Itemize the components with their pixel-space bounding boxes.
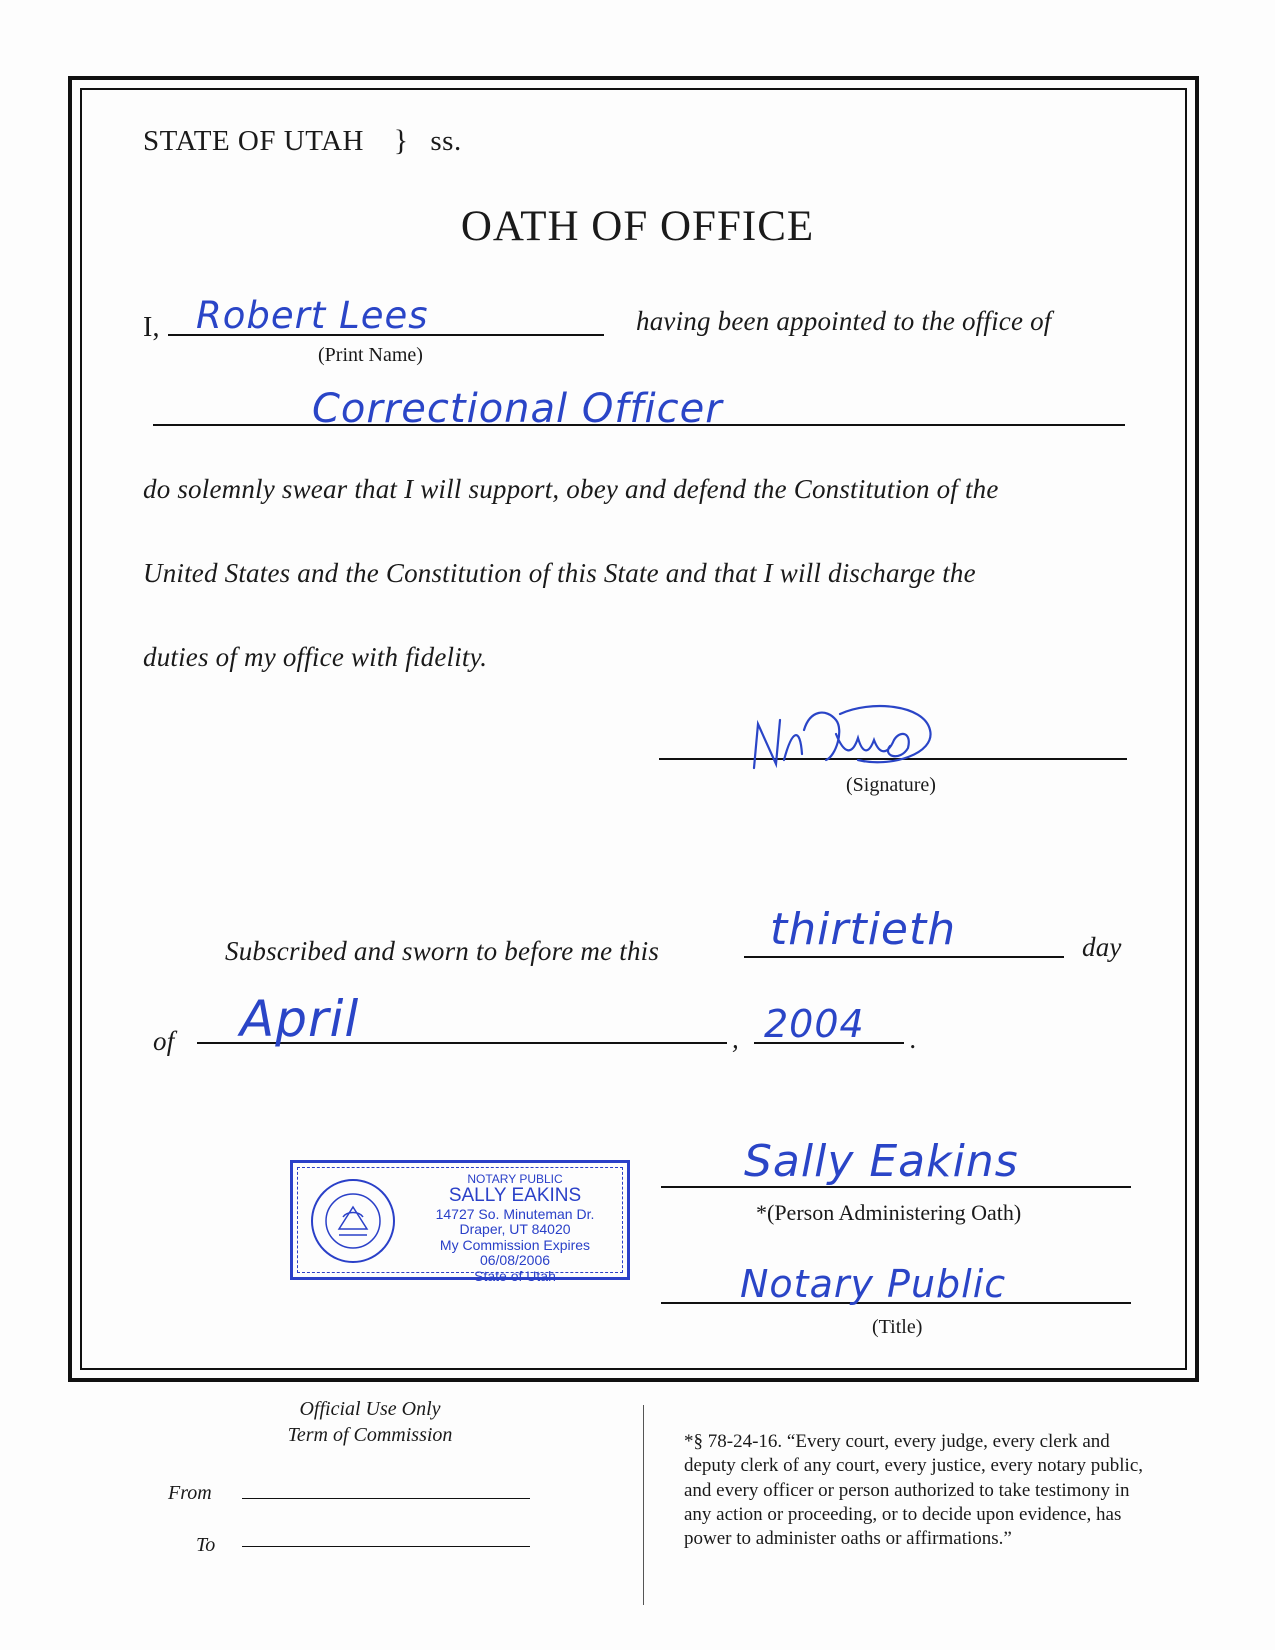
brace-symbol: }: [393, 124, 409, 157]
from-line: [242, 1498, 530, 1499]
sworn-text: Subscribed and sworn to before me this: [225, 936, 660, 966]
signature-caption: (Signature): [846, 774, 936, 796]
print-name-value: Robert Lees: [196, 294, 429, 337]
stamp-line-6: State of Utah: [474, 1267, 556, 1284]
state-text: STATE OF UTAH: [143, 125, 364, 157]
oath-line-1: do solemnly swear that I will support, obey and defend the Constitution of the: [143, 474, 999, 504]
state-seal-icon: [309, 1177, 397, 1265]
stamp-line-4: Draper, UT 84020: [459, 1221, 571, 1238]
footnote-line-3: and every officer or person authorized to take testimony in: [684, 1479, 1130, 1501]
oath-line-3: duties of my office with fidelity.: [143, 642, 488, 672]
inner-border: [80, 88, 1187, 1370]
year-value: 2004: [764, 1002, 865, 1046]
month-value: April: [240, 990, 360, 1048]
office-value: Correctional Officer: [312, 386, 723, 432]
ss-abbrev: ss.: [430, 125, 462, 157]
stamp-line-2: SALLY EAKINS: [448, 1185, 582, 1207]
day-value: thirtieth: [770, 904, 957, 955]
of-word: of: [153, 1026, 175, 1056]
footnote: [684, 1430, 1143, 1552]
footer-divider: [643, 1405, 644, 1605]
to-label: To: [196, 1534, 216, 1556]
oath-line-2: United States and the Constitution of this State and that I will discharge the: [143, 558, 976, 588]
administrator-signature: Sally Eakins: [744, 1136, 1019, 1187]
administrator-caption: *(Person Administering Oath): [756, 1200, 1022, 1225]
footnote-line-5: power to administer oaths or affirmations.”: [684, 1528, 1012, 1550]
state-heading: [143, 124, 462, 158]
signature-scribble: [740, 690, 950, 780]
stamp-line-3: 14727 So. Minuteman Dr.: [435, 1206, 595, 1223]
term-heading: Term of Commission: [287, 1424, 453, 1446]
footnote-line-2: deputy clerk of any court, every justice, every notary public,: [684, 1455, 1143, 1477]
to-line: [242, 1546, 530, 1547]
footnote-line-1: *§ 78-24-16. “Every court, every judge, every clerk and: [684, 1431, 1110, 1452]
official-use-heading: Official Use Only: [299, 1398, 441, 1420]
footnote-line-4: any action or proceeding, or to decide upon evidence, has: [684, 1503, 1122, 1525]
day-line: [744, 956, 1064, 958]
prefix-i: I,: [143, 312, 160, 343]
appointment-suffix: having been appointed to the office of: [636, 306, 1052, 336]
day-word: day: [1082, 932, 1122, 962]
notary-stamp: [290, 1160, 630, 1284]
title-caption: (Title): [872, 1316, 923, 1338]
comma: ,: [732, 1024, 739, 1054]
title-value: Notary Public: [740, 1262, 1007, 1306]
period: .: [910, 1024, 917, 1054]
document-title: OATH OF OFFICE: [460, 203, 815, 250]
from-label: From: [168, 1482, 212, 1504]
stamp-line-1: NOTARY PUBLIC: [467, 1172, 563, 1186]
print-name-caption: (Print Name): [318, 344, 423, 366]
stamp-line-5: My Commission Expires 06/08/2006: [439, 1236, 591, 1269]
